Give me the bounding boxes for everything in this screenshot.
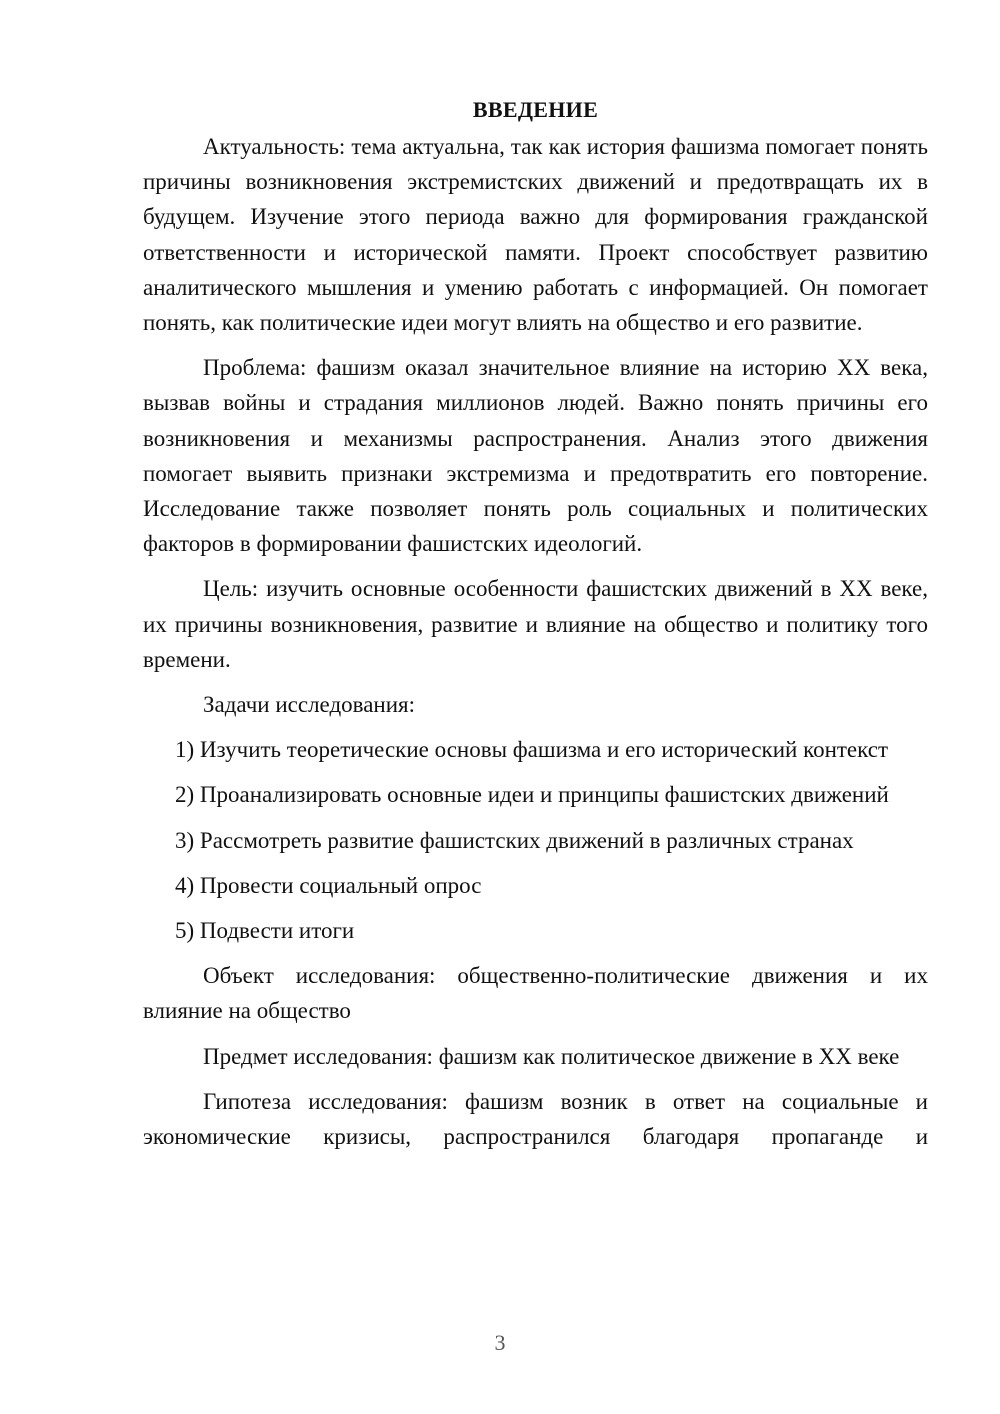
object-paragraph: Объект исследования: общественно-политические движения и их влияние на общество bbox=[143, 963, 928, 1024]
hypothesis-paragraph: Гипотеза исследования: фашизм возник в ответ на социальные и экономические кризисы, распространился благодаря пропаганде и bbox=[143, 1088, 928, 1150]
document-page bbox=[143, 92, 928, 1164]
relevance-paragraph: Актуальность: тема актуальна, так как история фашизма помогает понять причины возникновения экстремистских движений и предотвращать их в будущем. Изучение этого периода важно для формирования гражданской ответственности и исторической памяти. Проект способствует развитию аналитического мышления и умению работать с информацией. Он помогает понять, как политические идеи могут влиять на общество и его развитие. bbox=[143, 134, 928, 336]
task-item-3: 3) Рассмотреть развитие фашистских движений в различных странах bbox=[175, 827, 854, 853]
task-item-5: 5) Подвести итоги bbox=[175, 918, 355, 944]
page-number: 3 bbox=[494, 1330, 506, 1355]
page-title: ВВЕДЕНИЕ bbox=[472, 97, 599, 122]
subject-paragraph: Предмет исследования: фашизм как политическое движение в XX веке bbox=[203, 1043, 900, 1069]
problem-paragraph: Проблема: фашизм оказал значительное влияние на историю XX века, вызвав войны и страдания миллионов людей. Важно понять причины его возникновения и механизмы распространения. Анализ этого движения помогает выявить признаки экстремизма и предотвратить его повторение. Исследование также позволяет понять роль социальных и политических факторов в формировании фашистских идеологий. bbox=[143, 355, 928, 557]
task-item-4: 4) Провести социальный опрос bbox=[175, 872, 482, 898]
task-item-2: 2) Проанализировать основные идеи и принципы фашистских движений bbox=[175, 782, 889, 808]
goal-paragraph: Цель: изучить основные особенности фашистских движений в XX веке, их причины возникновения, развитие и влияние на общество и политику того времени. bbox=[143, 576, 928, 672]
task-item-1: 1) Изучить теоретические основы фашизма и его исторический контекст bbox=[175, 737, 888, 763]
tasks-heading: Задачи исследования: bbox=[203, 692, 416, 718]
